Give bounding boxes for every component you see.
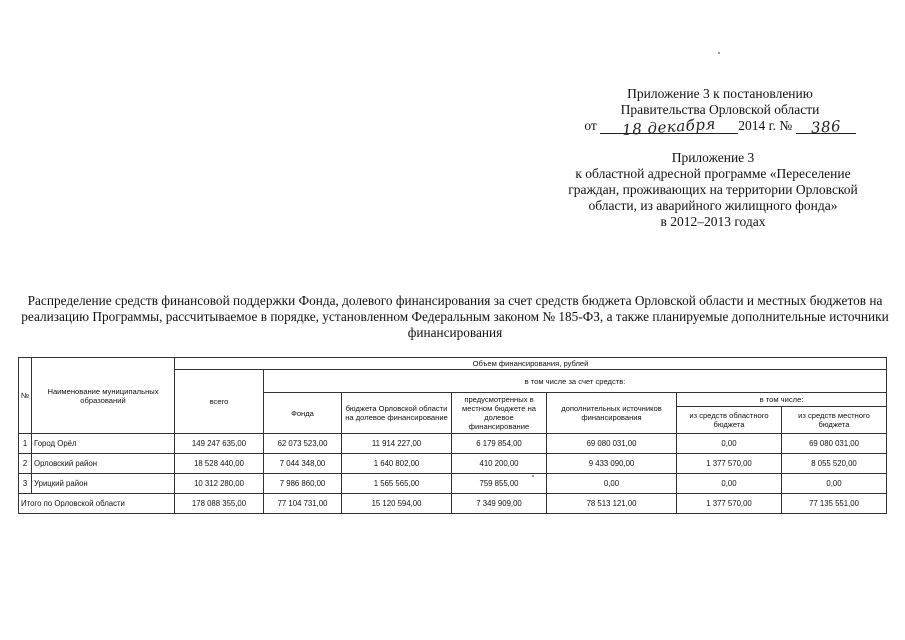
header-num: № [19, 358, 32, 434]
row-local: 6 179 854,00 [452, 434, 547, 454]
program-appendix-line1: Приложение 3 [671, 150, 755, 165]
row-add-regional: 1 377 570,00 [677, 454, 782, 474]
scan-speck [718, 52, 720, 54]
scan-speck [532, 475, 534, 477]
row-add-regional: 0,00 [677, 474, 782, 494]
total-row-add-local: 77 135 551,00 [782, 494, 887, 514]
table-row [19, 434, 887, 454]
table-row [19, 454, 887, 474]
row-add-local: 0,00 [782, 474, 887, 494]
header-including: в том числе: [677, 393, 887, 407]
decree-appendix-block [560, 86, 880, 140]
row-fund: 62 073 523,00 [264, 434, 342, 454]
program-appendix-line2: к областной адресной программе «Переселение [575, 166, 851, 181]
row-total: 18 528 440,00 [175, 454, 264, 474]
header-regional-budget: бюджета Орловской области на долевое финансирование [342, 393, 452, 434]
header-from-local: из средств местного бюджета [782, 407, 887, 434]
program-appendix-line5: в 2012–2013 годах [660, 214, 766, 229]
row-add-regional: 0,00 [677, 434, 782, 454]
handwritten-number: 386 [809, 116, 842, 138]
row-num: 3 [19, 474, 32, 494]
row-name: Орловский район [32, 454, 175, 474]
row-local: 410 200,00 [452, 454, 547, 474]
document-title: Распределение средств финансовой поддержки Фонда, долевого финансирования за счет средств бюджета Орловской области и местных бюджетов на реализацию Программы, рассчитываемое в порядке, установленном Федеральным законом № 185-ФЗ, а также планируемые дополнительные источники финансирования [21, 293, 889, 340]
row-total: 10 312 280,00 [175, 474, 264, 494]
row-local: 759 855,00 [452, 474, 547, 494]
program-appendix-line4: области, из аварийного жилищного фонда» [588, 198, 838, 213]
row-name: Урицкий район [32, 474, 175, 494]
decree-appendix-line2: Правительства Орловской области [620, 102, 820, 117]
total-row-local: 7 349 909,00 [452, 494, 547, 514]
row-num: 2 [19, 454, 32, 474]
date-blank [600, 114, 738, 140]
total-row-add-regional: 1 377 570,00 [677, 494, 782, 514]
header-including-from: в том числе за счет средств: [264, 370, 887, 393]
row-regional: 11 914 227,00 [342, 434, 452, 454]
decree-appendix-line1: Приложение 3 к постановлению [627, 86, 813, 101]
header-additional-sources: дополнительных источников финансирования [547, 393, 677, 434]
financing-table [18, 357, 887, 514]
table-row [19, 474, 887, 494]
row-name: Город Орёл [32, 434, 175, 454]
handwritten-date: 18 декабря [621, 114, 717, 140]
header-fund: Фонда [264, 393, 342, 434]
table-total-row [19, 494, 887, 514]
header-total: всего [175, 370, 264, 434]
year-text: 2014 г. № [738, 118, 793, 133]
row-regional: 1 640 802,00 [342, 454, 452, 474]
row-fund: 7 986 860,00 [264, 474, 342, 494]
header-municipality: Наименование муниципальных образований [32, 358, 175, 434]
program-appendix-block [548, 150, 878, 230]
total-row-name: Итого по Орловской области [19, 494, 175, 514]
program-appendix-line3: граждан, проживающих на территории Орловской [568, 182, 858, 197]
header-from-regional: из средств областного бюджета [677, 407, 782, 434]
header-local-budget: предусмотренных в местном бюджете на долевое финансирование [452, 393, 547, 434]
decree-date-line [560, 114, 880, 140]
total-row-additional: 78 513 121,00 [547, 494, 677, 514]
total-row-total: 178 088 355,00 [175, 494, 264, 514]
row-additional: 69 080 031,00 [547, 434, 677, 454]
row-num: 1 [19, 434, 32, 454]
row-total: 149 247 635,00 [175, 434, 264, 454]
row-fund: 7 044 348,00 [264, 454, 342, 474]
row-regional: 1 565 565,00 [342, 474, 452, 494]
header-funding-volume: Объем финансирования, рублей [175, 358, 887, 370]
row-add-local: 8 055 520,00 [782, 454, 887, 474]
total-row-fund: 77 104 731,00 [264, 494, 342, 514]
date-prefix: от [584, 118, 597, 133]
number-blank [796, 116, 856, 138]
row-additional: 9 433 090,00 [547, 454, 677, 474]
row-additional: 0,00 [547, 474, 677, 494]
total-row-regional: 15 120 594,00 [342, 494, 452, 514]
row-add-local: 69 080 031,00 [782, 434, 887, 454]
